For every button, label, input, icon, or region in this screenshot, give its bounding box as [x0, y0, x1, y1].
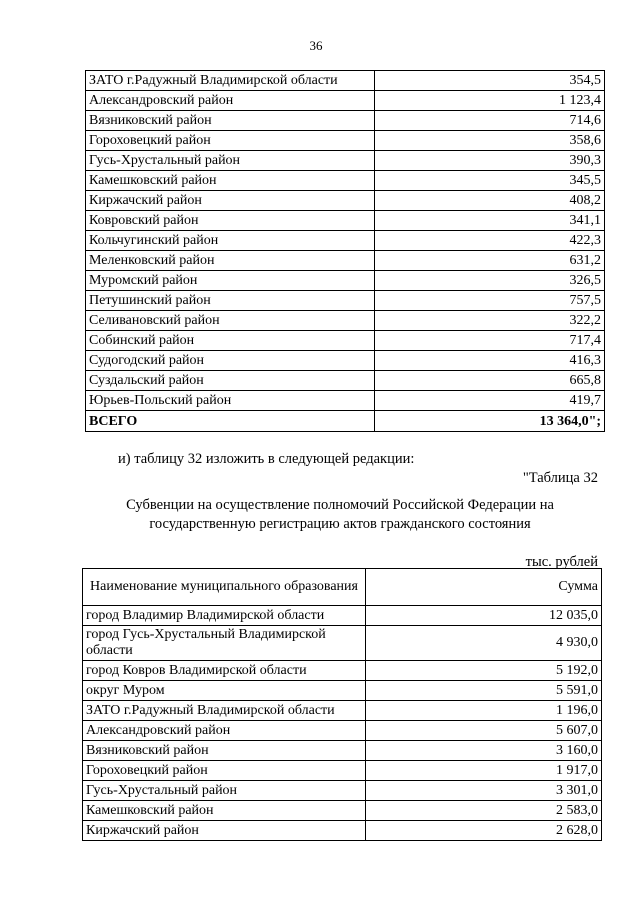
row-value: 408,2 [375, 191, 605, 211]
total-label: ВСЕГО [86, 411, 375, 432]
row-value: 1 917,0 [366, 761, 602, 781]
row-name: Судогодский район [86, 351, 375, 371]
table-row [86, 91, 605, 111]
row-value: 12 035,0 [366, 606, 602, 626]
table-subventions [82, 568, 602, 841]
table-row [86, 111, 605, 131]
row-value: 1 196,0 [366, 701, 602, 721]
row-name: Суздальский район [86, 371, 375, 391]
row-name: ЗАТО г.Радужный Владимирской области [86, 71, 375, 91]
table-row [86, 271, 605, 291]
table-row [83, 661, 602, 681]
amendment-text: и) таблицу 32 изложить в следующей редакции: [118, 451, 415, 467]
row-name: Камешковский район [83, 801, 366, 821]
table-row [86, 71, 605, 91]
row-name: Александровский район [86, 91, 375, 111]
row-name: Ковровский район [86, 211, 375, 231]
table-row [86, 291, 605, 311]
row-value: 354,5 [375, 71, 605, 91]
table-row [86, 151, 605, 171]
row-name: Кольчугинский район [86, 231, 375, 251]
row-value: 345,5 [375, 171, 605, 191]
row-name: округ Муром [83, 681, 366, 701]
units-label: тыс. рублей [525, 554, 598, 570]
row-value: 4 930,0 [366, 626, 602, 661]
row-name: Гороховецкий район [86, 131, 375, 151]
row-value: 5 591,0 [366, 681, 602, 701]
row-name: Меленковский район [86, 251, 375, 271]
row-name: ЗАТО г.Радужный Владимирской области [83, 701, 366, 721]
table-title-line: государственную регистрацию актов гражданского состояния [149, 516, 531, 532]
total-row [86, 411, 605, 432]
row-name: Гороховецкий район [83, 761, 366, 781]
table-row [83, 821, 602, 841]
row-value: 2 628,0 [366, 821, 602, 841]
table-row [86, 211, 605, 231]
row-value: 5 192,0 [366, 661, 602, 681]
row-name: Гусь-Хрустальный район [86, 151, 375, 171]
header-name: Наименование муниципального образования [83, 569, 366, 606]
row-name: Гусь-Хрустальный район [83, 781, 366, 801]
table-row [83, 801, 602, 821]
row-value: 422,3 [375, 231, 605, 251]
table-row [83, 681, 602, 701]
table-row [83, 721, 602, 741]
row-value: 3 160,0 [366, 741, 602, 761]
row-value: 358,6 [375, 131, 605, 151]
table-title [90, 496, 590, 534]
row-value: 322,2 [375, 311, 605, 331]
header-value: Сумма [366, 569, 602, 606]
row-name: Собинский район [86, 331, 375, 351]
table-row [86, 371, 605, 391]
table-row [86, 391, 605, 411]
row-value: 3 301,0 [366, 781, 602, 801]
row-name: Киржачский район [83, 821, 366, 841]
row-value: 326,5 [375, 271, 605, 291]
table-row [86, 191, 605, 211]
table-row [83, 626, 602, 661]
table-reference: "Таблица 32 [522, 470, 598, 486]
row-value: 757,5 [375, 291, 605, 311]
row-value: 390,3 [375, 151, 605, 171]
row-name: Петушинский район [86, 291, 375, 311]
table-row [86, 331, 605, 351]
row-value: 416,3 [375, 351, 605, 371]
row-name: Муромский район [86, 271, 375, 291]
table-row [86, 311, 605, 331]
table-row [86, 251, 605, 271]
row-name: Александровский район [83, 721, 366, 741]
table-row [83, 701, 602, 721]
page-number: 36 [309, 38, 323, 53]
row-name: Киржачский район [86, 191, 375, 211]
row-name: Камешковский район [86, 171, 375, 191]
table-title-line: Субвенции на осуществление полномочий Российской Федерации на [126, 497, 554, 513]
row-name: город Ковров Владимирской области [83, 661, 366, 681]
table-header-row [83, 569, 602, 606]
row-value: 717,4 [375, 331, 605, 351]
table-row [83, 781, 602, 801]
row-name: город Гусь-Хрустальный Владимирской области [83, 626, 366, 661]
table-row [86, 131, 605, 151]
row-value: 631,2 [375, 251, 605, 271]
table-row [83, 741, 602, 761]
table-row [83, 761, 602, 781]
row-value: 1 123,4 [375, 91, 605, 111]
row-value: 665,8 [375, 371, 605, 391]
table-row [83, 606, 602, 626]
table-row [86, 171, 605, 191]
row-value: 714,6 [375, 111, 605, 131]
row-name: город Владимир Владимирской области [83, 606, 366, 626]
total-value: 13 364,0"; [375, 411, 605, 432]
row-value: 419,7 [375, 391, 605, 411]
table-row [86, 351, 605, 371]
table-previous [85, 70, 605, 432]
row-value: 341,1 [375, 211, 605, 231]
row-value: 2 583,0 [366, 801, 602, 821]
row-name: Вязниковский район [83, 741, 366, 761]
table-row [86, 231, 605, 251]
row-name: Вязниковский район [86, 111, 375, 131]
row-name: Юрьев-Польский район [86, 391, 375, 411]
row-value: 5 607,0 [366, 721, 602, 741]
row-name: Селивановский район [86, 311, 375, 331]
